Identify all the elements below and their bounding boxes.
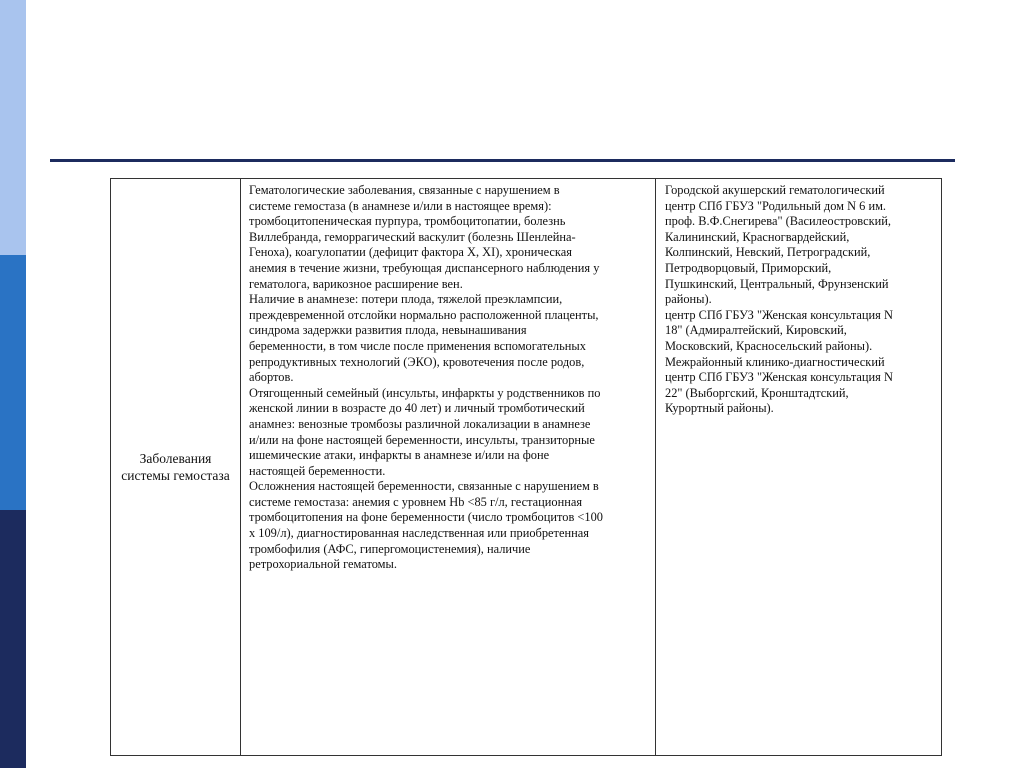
facilities-line: Межрайонный клинико-диагностический [665, 354, 885, 369]
facilities-line: Петродворцовый, Приморский, [665, 260, 832, 275]
conditions-line: беременности, в том числе после применения вспомогательных [249, 338, 586, 353]
regulation-table [110, 178, 942, 756]
conditions-line: Осложнения настоящей беременности, связанные с нарушением в [249, 479, 599, 494]
conditions-line: тромбоцитопения на фоне беременности (число тромбоцитов <100 [249, 510, 603, 525]
facilities-line: 18" (Адмиралтейский, Кировский, [665, 323, 847, 338]
conditions-line: синдрома задержки развития плода, невынашивания [249, 323, 527, 338]
facilities-line: Калининский, Красногвардейский, [665, 229, 850, 244]
conditions-cell [241, 179, 656, 756]
facilities-line: проф. В.Ф.Снегирева" (Василеостровский, [665, 214, 891, 229]
conditions-line: x 109/л), диагностированная наследственная или приобретенная [249, 526, 589, 541]
title-divider [50, 159, 955, 162]
facilities-line: центр СПб ГБУЗ "Женская консультация N [665, 307, 893, 322]
conditions-line: гематолога, варикозное расширение вен. [249, 276, 463, 291]
conditions-line: абортов. [249, 370, 294, 385]
facilities-line: районы). [665, 292, 712, 307]
category-cell: Заболевания системы гемостаза [111, 179, 241, 756]
sidebar-band-dark [0, 510, 26, 768]
conditions-line: преждевременной отслойки нормально расположенной плаценты, [249, 307, 599, 322]
facilities-line: центр СПб ГБУЗ "Родильный дом N 6 им. [665, 198, 887, 213]
conditions-line: анамнез: венозные тромбозы различной локализации в анамнезе [249, 416, 591, 431]
conditions-line: Отягощенный семейный (инсульты, инфаркты у родственников по [249, 385, 601, 400]
facilities-line: 22" (Выборгский, Кронштадтский, [665, 385, 849, 400]
conditions-line: анемия в течение жизни, требующая диспансерного наблюдения у [249, 260, 600, 275]
sidebar-band-mid [0, 255, 26, 510]
conditions-line: настоящей беременности. [249, 463, 386, 478]
sidebar-band-light [0, 0, 26, 255]
conditions-line: тромбоцитопеническая пурпура, тромбоцитопатии, болезнь [249, 214, 566, 229]
sidebar-decoration [0, 0, 26, 768]
facilities-line: Курортный районы). [665, 401, 774, 416]
conditions-line: Гематологические заболевания, связанные с нарушением в [249, 183, 560, 197]
conditions-line: Геноха), коагулопатии (дефицит фактора X, XI), хроническая [249, 245, 572, 260]
facilities-line: Городской акушерский гематологический [665, 183, 885, 197]
conditions-line: репродуктивных технологий (ЭКО), кровотечения после родов, [249, 354, 585, 369]
facilities-line: Пушкинский, Центральный, Фрунзенский [665, 276, 889, 291]
conditions-line: ретрохориальной гематомы. [249, 557, 397, 572]
facilities-line: Колпинский, Невский, Петроградский, [665, 245, 871, 260]
conditions-line: Виллебранда, геморрагический васкулит (болезнь Шенлейна- [249, 229, 576, 244]
conditions-line: женской линии в возрасте до 40 лет) и личный тромботический [249, 401, 585, 416]
conditions-line: ишемические атаки, инфаркты в анамнезе и/или на фоне [249, 448, 550, 463]
conditions-line: системе гемостаза: анемия с уровнем Hb <85 г/л, гестационная [249, 494, 583, 509]
facilities-line: центр СПб ГБУЗ "Женская консультация N [665, 370, 893, 385]
conditions-line: системе гемостаза (в анамнезе и/или в настоящее время): [249, 198, 552, 213]
facilities-line: Московский, Красносельский районы). [665, 338, 873, 353]
table-row [111, 179, 942, 756]
facilities-cell [656, 179, 942, 756]
conditions-line: тромбофилия (АФС, гипергомоцистенемия), наличие [249, 541, 531, 556]
conditions-line: Наличие в анамнезе: потери плода, тяжелой преэклампсии, [249, 292, 563, 307]
conditions-line: и/или на фоне настоящей беременности, инсульты, транзиторные [249, 432, 595, 447]
